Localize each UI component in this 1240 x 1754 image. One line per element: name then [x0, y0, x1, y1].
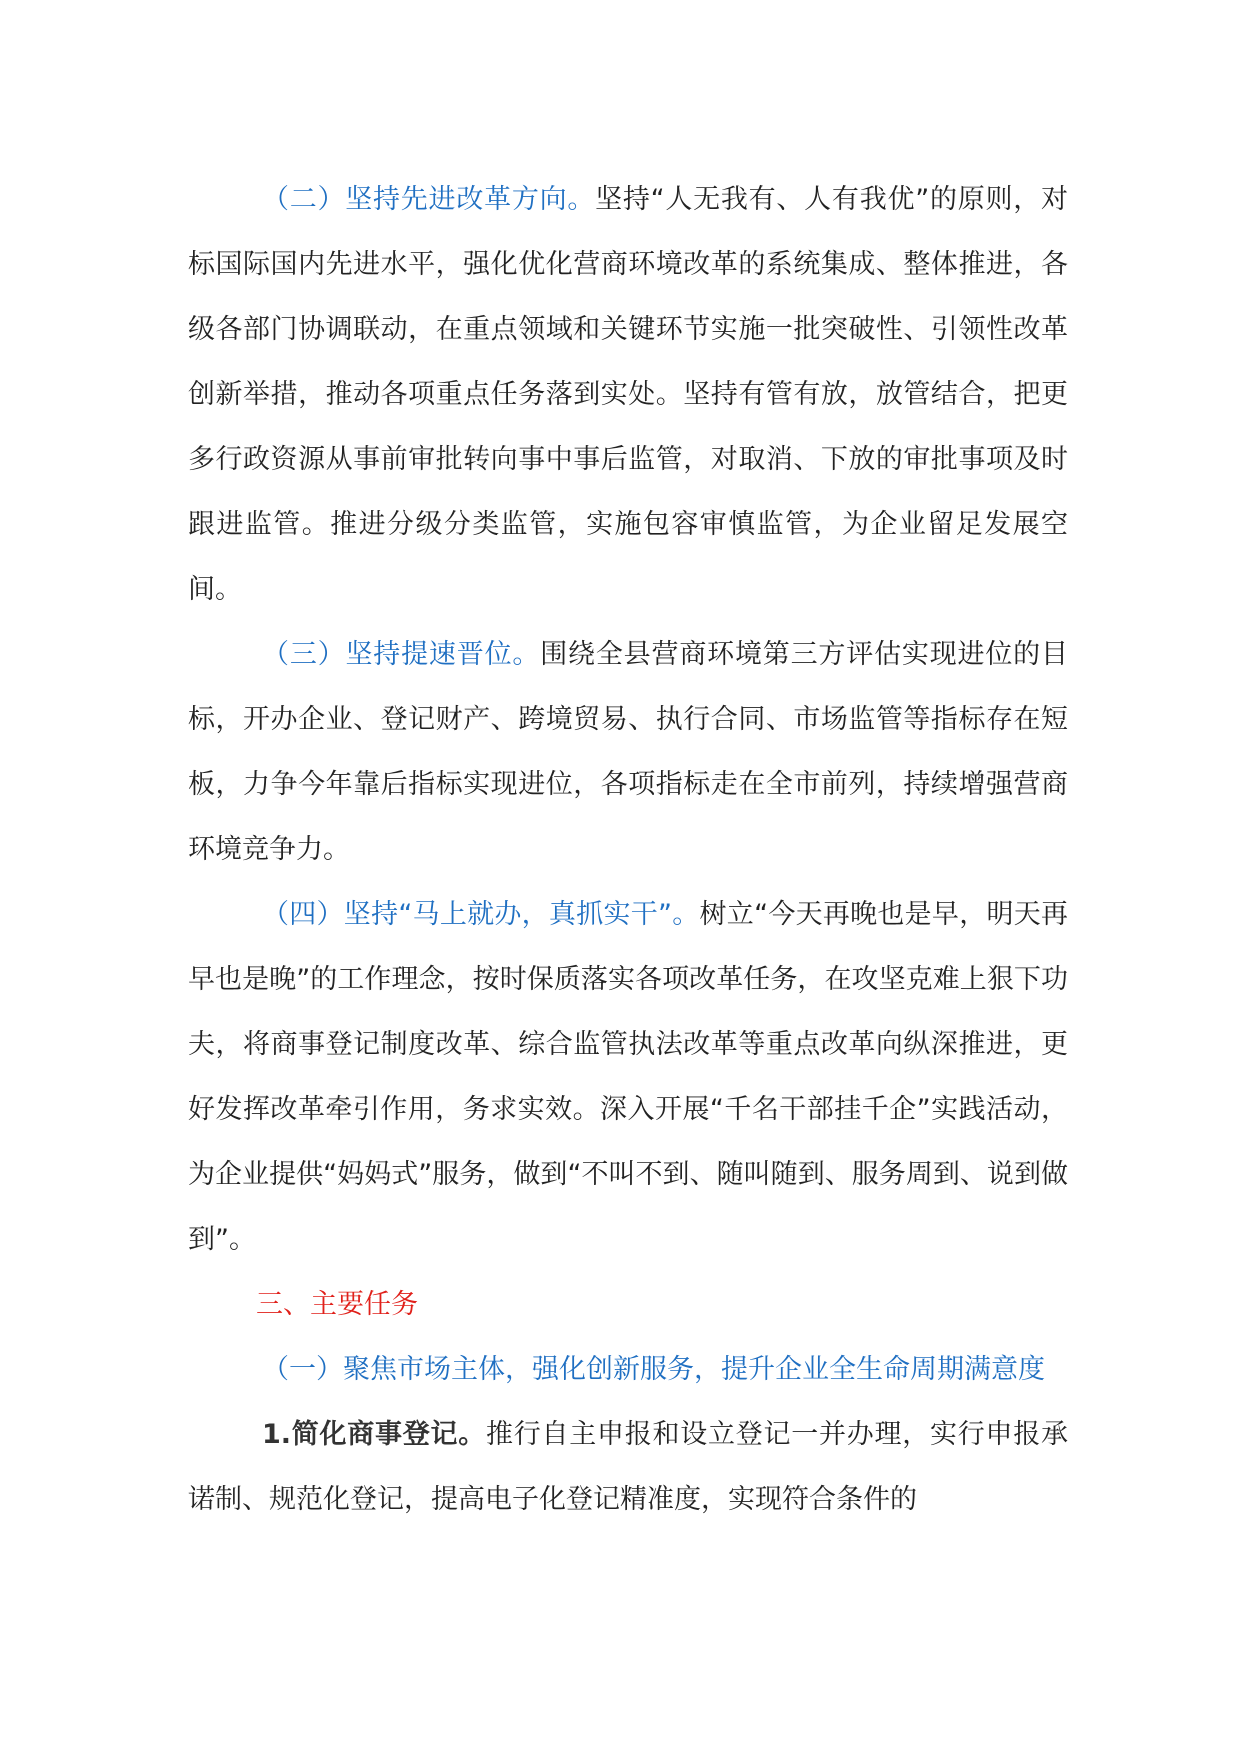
paragraph-body: 树立“今天再晚也是早，明天再早也是晚”的工作理念，按时保质落实各项改革任务，在攻坚克难上狠下功夫，将商事登记制度改革、综合监管执法改革等重点改革向纵深推进，更好发挥改革牵引作用，务求实效。深入开展“千名干部挂千企”实践活动，为企业提供“妈妈式”服务，做到“不叫不到、随叫随到、服务周到、说到做到”。: [188, 899, 1068, 1255]
paragraph-speed-up: [188, 622, 1068, 882]
paragraph-heading: （四）坚持“马上就办，真抓实干”。: [262, 899, 700, 930]
paragraph-advanced-reform: [188, 167, 1068, 622]
section-heading: 三、主要任务: [256, 1289, 418, 1320]
paragraph-body: 围绕全县营商环境第三方评估实现进位的目标，开办企业、登记财产、跨境贸易、执行合同、市场监管等指标存在短板，力争今年靠后指标实现进位，各项指标走在全市前列，持续增强营商环境竞争力。: [188, 639, 1069, 865]
subsection-heading: （一）聚焦市场主体，强化创新服务，提升企业全生命周期满意度: [262, 1354, 1045, 1385]
paragraph-heading: （二）坚持先进改革方向。: [262, 184, 596, 215]
paragraph-act-now: [188, 882, 1068, 1272]
document-page: [188, 167, 1068, 1532]
item-heading: 1.简化商事登记。: [262, 1419, 487, 1450]
paragraph-simplify-registration: [188, 1402, 1068, 1532]
paragraph-heading: （三）坚持提速晋位。: [262, 639, 541, 670]
item-body: 推行自主申报和设立登记一并办理，实行申报承诺制、规范化登记，提高电子化登记精准度，实现符合条件的: [188, 1419, 1068, 1515]
paragraph-body: 坚持“人无我有、人有我优”的原则，对标国际国内先进水平，强化优化营商环境改革的系统集成、整体推进，各级各部门协调联动，在重点领域和关键环节实施一批突破性、引领性改革创新举措，推动各项重点任务落到实处。坚持有管有放，放管结合，把更多行政资源从事前审批转向事中事后监管，对取消、下放的审批事项及时跟进监管。推进分级分类监管，实施包容审慎监管，为企业留足发展空间。: [188, 184, 1068, 605]
